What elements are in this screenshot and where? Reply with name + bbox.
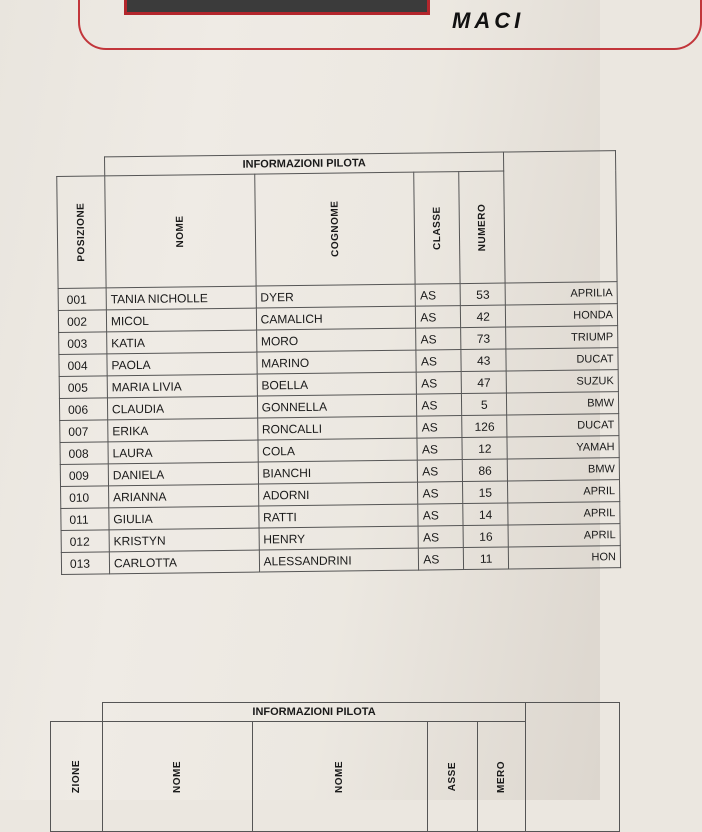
section-title-2: INFORMAZIONI PILOTA <box>102 703 525 722</box>
moto-cell: DUCAT <box>507 414 619 437</box>
nome-cell: KRISTYN <box>109 528 259 552</box>
nome-cell: ERIKA <box>108 418 258 442</box>
numero-cell: 73 <box>461 327 506 350</box>
cognome-cell: HENRY <box>259 526 419 550</box>
header2-posizione: ZIONE <box>51 722 103 832</box>
nome-cell: MARIA LIVIA <box>107 374 257 398</box>
posizione-cell: 013 <box>61 552 109 575</box>
header-nome: NOME <box>105 174 256 288</box>
classe-cell: AS <box>415 284 460 307</box>
pilot-table-1 <box>56 150 621 575</box>
nome-cell: CARLOTTA <box>109 550 259 574</box>
classe-cell: AS <box>416 350 461 373</box>
header2-classe: ASSE <box>428 722 478 832</box>
nome-cell: GIULIA <box>109 506 259 530</box>
nome-cell: CLAUDIA <box>107 396 257 420</box>
classe-cell: AS <box>417 372 462 395</box>
posizione-cell: 009 <box>60 464 108 487</box>
moto-cell: HONDA <box>506 304 618 327</box>
nome-cell: DANIELA <box>108 462 258 486</box>
numero-cell: 86 <box>463 459 508 482</box>
cognome-cell: CAMALICH <box>256 306 416 330</box>
header2-nome: NOME <box>102 722 252 832</box>
moto-cell: HON <box>508 546 620 569</box>
classe-cell: AS <box>417 394 462 417</box>
numero-cell: 16 <box>463 525 508 548</box>
posizione-cell: 008 <box>60 442 108 465</box>
header-numero: NUMERO <box>459 171 505 284</box>
posizione-cell: 003 <box>59 332 107 355</box>
header2-cognome: NOME <box>252 722 428 832</box>
moto-cell: DUCAT <box>506 348 618 371</box>
numero-cell: 11 <box>464 547 509 570</box>
moto-cell: TRIUMP <box>506 326 618 349</box>
header-moto-empty <box>504 170 617 283</box>
cognome-cell: MARINO <box>257 350 417 374</box>
numero-cell: 43 <box>461 349 506 372</box>
posizione-cell: 012 <box>61 530 109 553</box>
cognome-cell: RATTI <box>258 504 418 528</box>
posizione-cell: 001 <box>58 288 106 311</box>
cognome-cell: RONCALLI <box>257 416 417 440</box>
cognome-cell: DYER <box>256 284 416 308</box>
header2-moto-empty <box>526 722 620 832</box>
moto-cell: APRILIA <box>505 282 617 305</box>
classe-cell: AS <box>419 548 464 571</box>
posizione-cell: 007 <box>60 420 108 443</box>
classe-cell: AS <box>417 438 462 461</box>
nome-cell: ARIANNA <box>108 484 258 508</box>
header-cognome: COGNOME <box>254 172 415 286</box>
moto-cell: APRIL <box>508 480 620 503</box>
classe-cell: AS <box>417 416 462 439</box>
posizione-cell: 004 <box>59 354 107 377</box>
moto-cell: SUZUK <box>506 370 618 393</box>
cognome-cell: BOELLA <box>257 372 417 396</box>
numero-cell: 12 <box>462 437 507 460</box>
moto-cell: YAMAH <box>507 436 619 459</box>
classe-cell: AS <box>416 328 461 351</box>
nome-cell: KATIA <box>107 330 257 354</box>
numero-cell: 126 <box>462 415 507 438</box>
numero-cell: 15 <box>463 481 508 504</box>
numero-cell: 42 <box>461 305 506 328</box>
header-classe: CLASSE <box>414 172 460 285</box>
posizione-cell: 002 <box>58 310 106 333</box>
header-posizione: POSIZIONE <box>57 176 106 289</box>
classe-cell: AS <box>418 504 463 527</box>
header2-numero: MERO <box>478 722 526 832</box>
cognome-cell: MORO <box>256 328 416 352</box>
moto-cell: APRIL <box>508 502 620 525</box>
cognome-cell: BIANCHI <box>258 460 418 484</box>
logo-banner <box>124 0 430 15</box>
moto-cell: APRIL <box>508 524 620 547</box>
nome-cell: TANIA NICHOLLE <box>106 286 256 310</box>
cognome-cell: ADORNI <box>258 482 418 506</box>
nome-cell: PAOLA <box>107 352 257 376</box>
moto-cell: BMW <box>507 392 619 415</box>
pilot-table-2 <box>50 702 620 832</box>
nome-cell: MICOL <box>106 308 256 332</box>
moto-cell: BMW <box>507 458 619 481</box>
posizione-cell: 006 <box>59 398 107 421</box>
cognome-cell: COLA <box>258 438 418 462</box>
posizione-cell: 005 <box>59 376 107 399</box>
numero-cell: 14 <box>463 503 508 526</box>
section-title: INFORMAZIONI PILOTA <box>104 152 503 176</box>
cognome-cell: GONNELLA <box>257 394 417 418</box>
classe-cell: AS <box>418 526 463 549</box>
classe-cell: AS <box>418 460 463 483</box>
posizione-cell: 010 <box>61 486 109 509</box>
classe-cell: AS <box>416 306 461 329</box>
classe-cell: AS <box>418 482 463 505</box>
posizione-cell: 011 <box>61 508 109 531</box>
nome-cell: LAURA <box>108 440 258 464</box>
numero-cell: 5 <box>462 393 507 416</box>
cognome-cell: ALESSANDRINI <box>259 548 419 572</box>
brand-text: MACI <box>452 8 525 33</box>
numero-cell: 47 <box>461 371 506 394</box>
numero-cell: 53 <box>460 283 505 306</box>
